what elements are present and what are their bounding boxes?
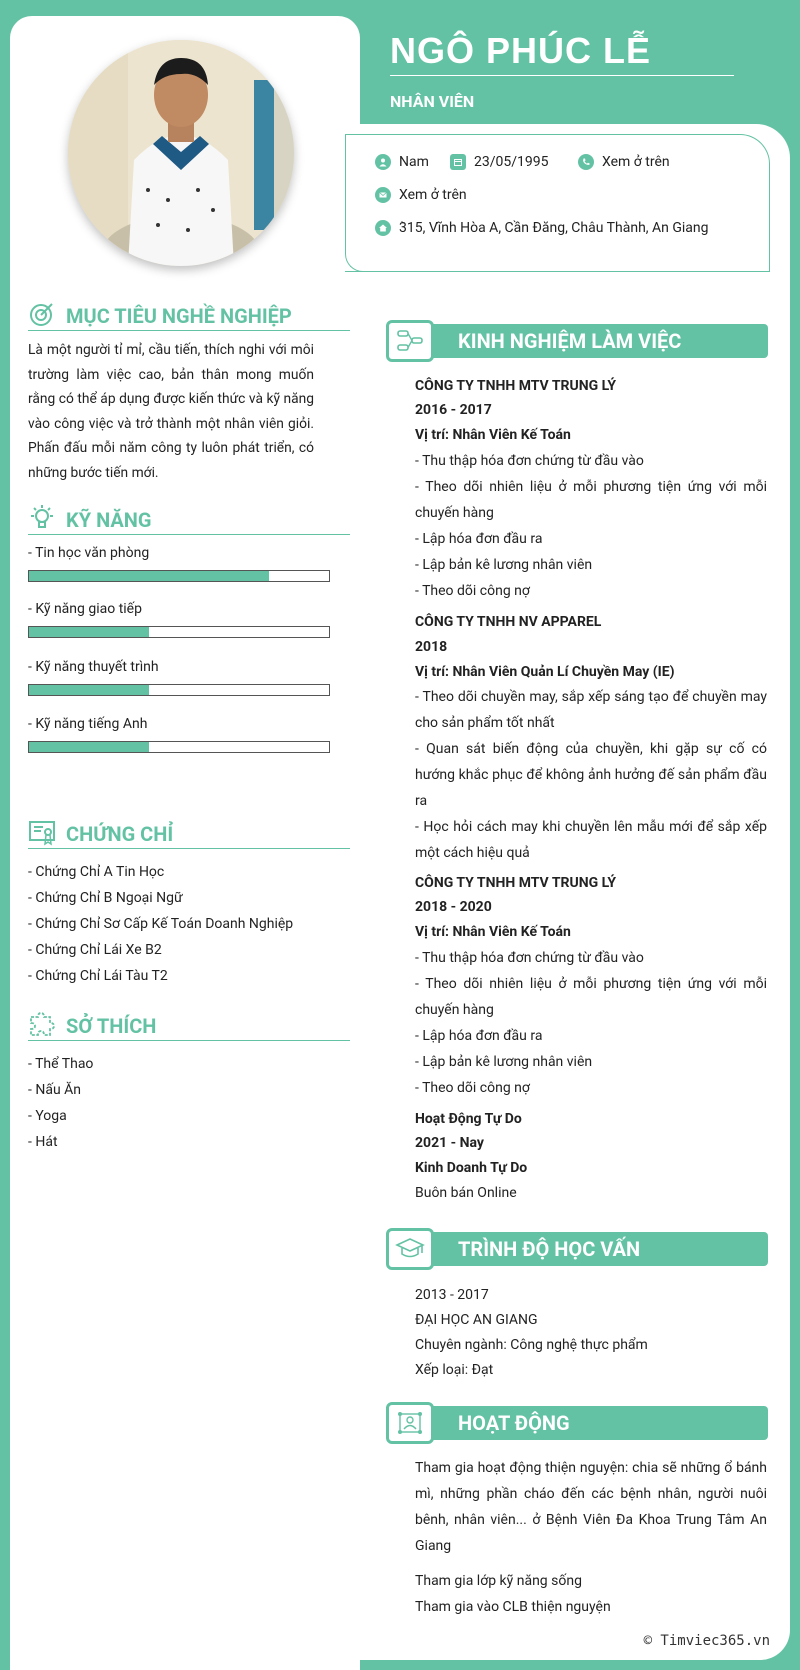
skill-progress-fill [29,627,149,637]
hobby-item: - Yoga [28,1108,67,1124]
education-grade: Xếp loại: Đạt [415,1362,494,1378]
info-email [375,187,467,203]
skill-progress-fill [29,742,149,752]
certificate-item: - Chứng Chỉ Sơ Cấp Kế Toán Doanh Nghiệp [28,916,294,932]
job-task: - Lập hóa đơn đầu ra [415,531,543,547]
job-company: CÔNG TY TNHH MTV TRUNG LÝ [415,378,617,394]
job-task: - Học hỏi cách may khi chuyền lên mẫu mới để sắp xếp một cách hiệu quả [415,819,767,861]
job-task: - Theo dõi công nợ [415,583,530,599]
experience-heading: KINH NGHIỆM LÀM VIỆC [458,329,682,353]
education-school: ĐẠI HỌC AN GIANG [415,1312,538,1328]
skill-progress-bar [28,626,330,638]
job-period: 2018 - 2020 [415,899,492,915]
calendar-icon [450,154,466,170]
gender-value: Nam [399,154,429,170]
skill-progress-bar [28,741,330,753]
activities-heading: HOẠT ĐỘNG [458,1411,570,1435]
job-task: Buôn bán Online [415,1185,517,1201]
certificates-heading: CHỨNG CHỈ [66,822,174,846]
skill-name: - Kỹ năng thuyết trình [28,659,159,675]
hobby-item: - Hát [28,1134,58,1150]
certificate-icon [28,818,56,846]
job-role: Kinh Doanh Tự Do [415,1160,528,1176]
contact-info-box-left [345,134,373,272]
job-role: Vị trí: Nhân Viên Kế Toán [415,427,571,443]
graduation-cap-icon [386,1228,434,1270]
section-skills-title [28,504,350,535]
activity-item: Tham gia lớp kỹ năng sống [415,1573,582,1589]
activity-item: Tham gia hoạt động thiện nguyện: chia sẽ những ổ bánh mì, những phần cháo đến các bệnh nhân, người nuôi bênh, nhân viên... ở Bệnh Viên Đa Khoa Trung Tâm An Giang [415,1460,767,1554]
job-task: - Theo dõi công nợ [415,1080,530,1096]
job-task: - Lập hóa đơn đầu ra [415,1028,543,1044]
certificate-item: - Chứng Chỉ Lái Xe B2 [28,942,162,958]
job-task: - Theo dõi nhiên liệu ở mỗi phương tiện ứng với mỗi chuyến hàng [415,479,767,521]
puzzle-icon [28,1010,56,1038]
job-task: - Quan sát biến động của chuyền, khi gặp sự cố có hướng khắc phục để không ảnh hưởng đế sản phẩm đầu ra [415,741,767,809]
education-period: 2013 - 2017 [415,1287,489,1303]
job-task: - Lập bản kê lương nhân viên [415,557,593,573]
section-activities-title [386,1406,768,1440]
activity-item: Tham gia vào CLB thiện nguyện [415,1599,611,1615]
full-name: NGÔ PHÚC LỄ [390,30,734,76]
section-experience-title [386,324,768,358]
info-birthday [450,154,549,170]
skill-progress-bar [28,684,330,696]
avatar [68,40,294,266]
target-icon [28,300,56,328]
certificate-item: - Chứng Chỉ A Tin Học [28,864,165,880]
skill-name: - Kỹ năng tiếng Anh [28,716,148,732]
hobby-item: - Nấu Ăn [28,1082,81,1098]
education-major: Chuyên ngành: Công nghệ thực phẩm [415,1337,648,1353]
certificate-item: - Chứng Chỉ B Ngoại Ngữ [28,890,183,906]
certificate-item: - Chứng Chỉ Lái Tàu T2 [28,968,168,984]
skill-progress-fill [29,685,149,695]
info-phone [578,154,670,170]
hobbies-heading: SỞ THÍCH [66,1014,157,1038]
job-position: NHÂN VIÊN [390,92,475,111]
education-heading: TRÌNH ĐỘ HỌC VẤN [458,1237,641,1261]
job-period: 2016 - 2017 [415,402,492,418]
skills-heading: KỸ NĂNG [66,508,152,532]
job-role: Vị trí: Nhân Viên Kế Toán [415,924,571,940]
lightbulb-icon [28,504,56,532]
skill-name: - Kỹ năng giao tiếp [28,601,142,617]
job-role: Vị trí: Nhân Viên Quản Lí Chuyền May (IE) [415,664,675,680]
info-address [375,220,709,236]
job-company: CÔNG TY TNHH MTV TRUNG LÝ [415,875,617,891]
job-task: - Thu thập hóa đơn chứng từ đầu vào [415,950,644,966]
job-company: CÔNG TY TNHH NV APPAREL [415,614,602,630]
section-certificates-title [28,818,350,849]
skill-name: - Tin học văn phòng [28,545,150,561]
job-task: - Lập bản kê lương nhân viên [415,1054,593,1070]
job-task: - Theo dõi chuyền may, sắp xếp sáng tạo để chuyền may cho sản phẩm tốt nhất [415,689,767,731]
email-value: Xem ở trên [399,187,467,203]
phone-icon [578,154,594,170]
skill-progress-fill [29,571,269,581]
community-icon [386,1402,434,1444]
workflow-icon [386,320,434,362]
skill-progress-bar [28,570,330,582]
info-gender [375,154,429,170]
job-company: Hoạt Động Tự Do [415,1111,522,1127]
section-objective-title [28,300,350,331]
objective-text: Là một người tỉ mỉ, cầu tiến, thích nghi với môi trường làm việc cao, bản thân mong muốn rằng có thể áp dụng được kiến thức và kỹ năng vào công việc và trở thành một nhân viên giỏi. Phấn đấu mỗi năm công ty luôn phát triển, có những bước tiến mới. [28,342,314,481]
home-icon [375,220,391,236]
phone-value: Xem ở trên [602,154,670,170]
birthday-value: 23/05/1995 [474,154,549,170]
objective-heading: MỤC TIÊU NGHỀ NGHIỆP [66,304,292,328]
job-period: 2018 [415,639,448,655]
hobby-item: - Thể Thao [28,1056,94,1072]
section-hobbies-title [28,1010,350,1041]
section-education-title [386,1232,768,1266]
job-task: - Thu thập hóa đơn chứng từ đầu vào [415,453,644,469]
job-task: - Theo dõi nhiên liệu ở mỗi phương tiện ứng với mỗi chuyến hàng [415,976,767,1018]
footer-watermark: © Timviec365.vn [643,1633,770,1649]
user-icon [375,154,391,170]
address-value: 3̀15, Vĩnh Hòa A, Cần Đăng, Châu Thành, An Giang [399,220,709,236]
email-icon [375,187,391,203]
job-period: 2021 - Nay [415,1135,484,1151]
